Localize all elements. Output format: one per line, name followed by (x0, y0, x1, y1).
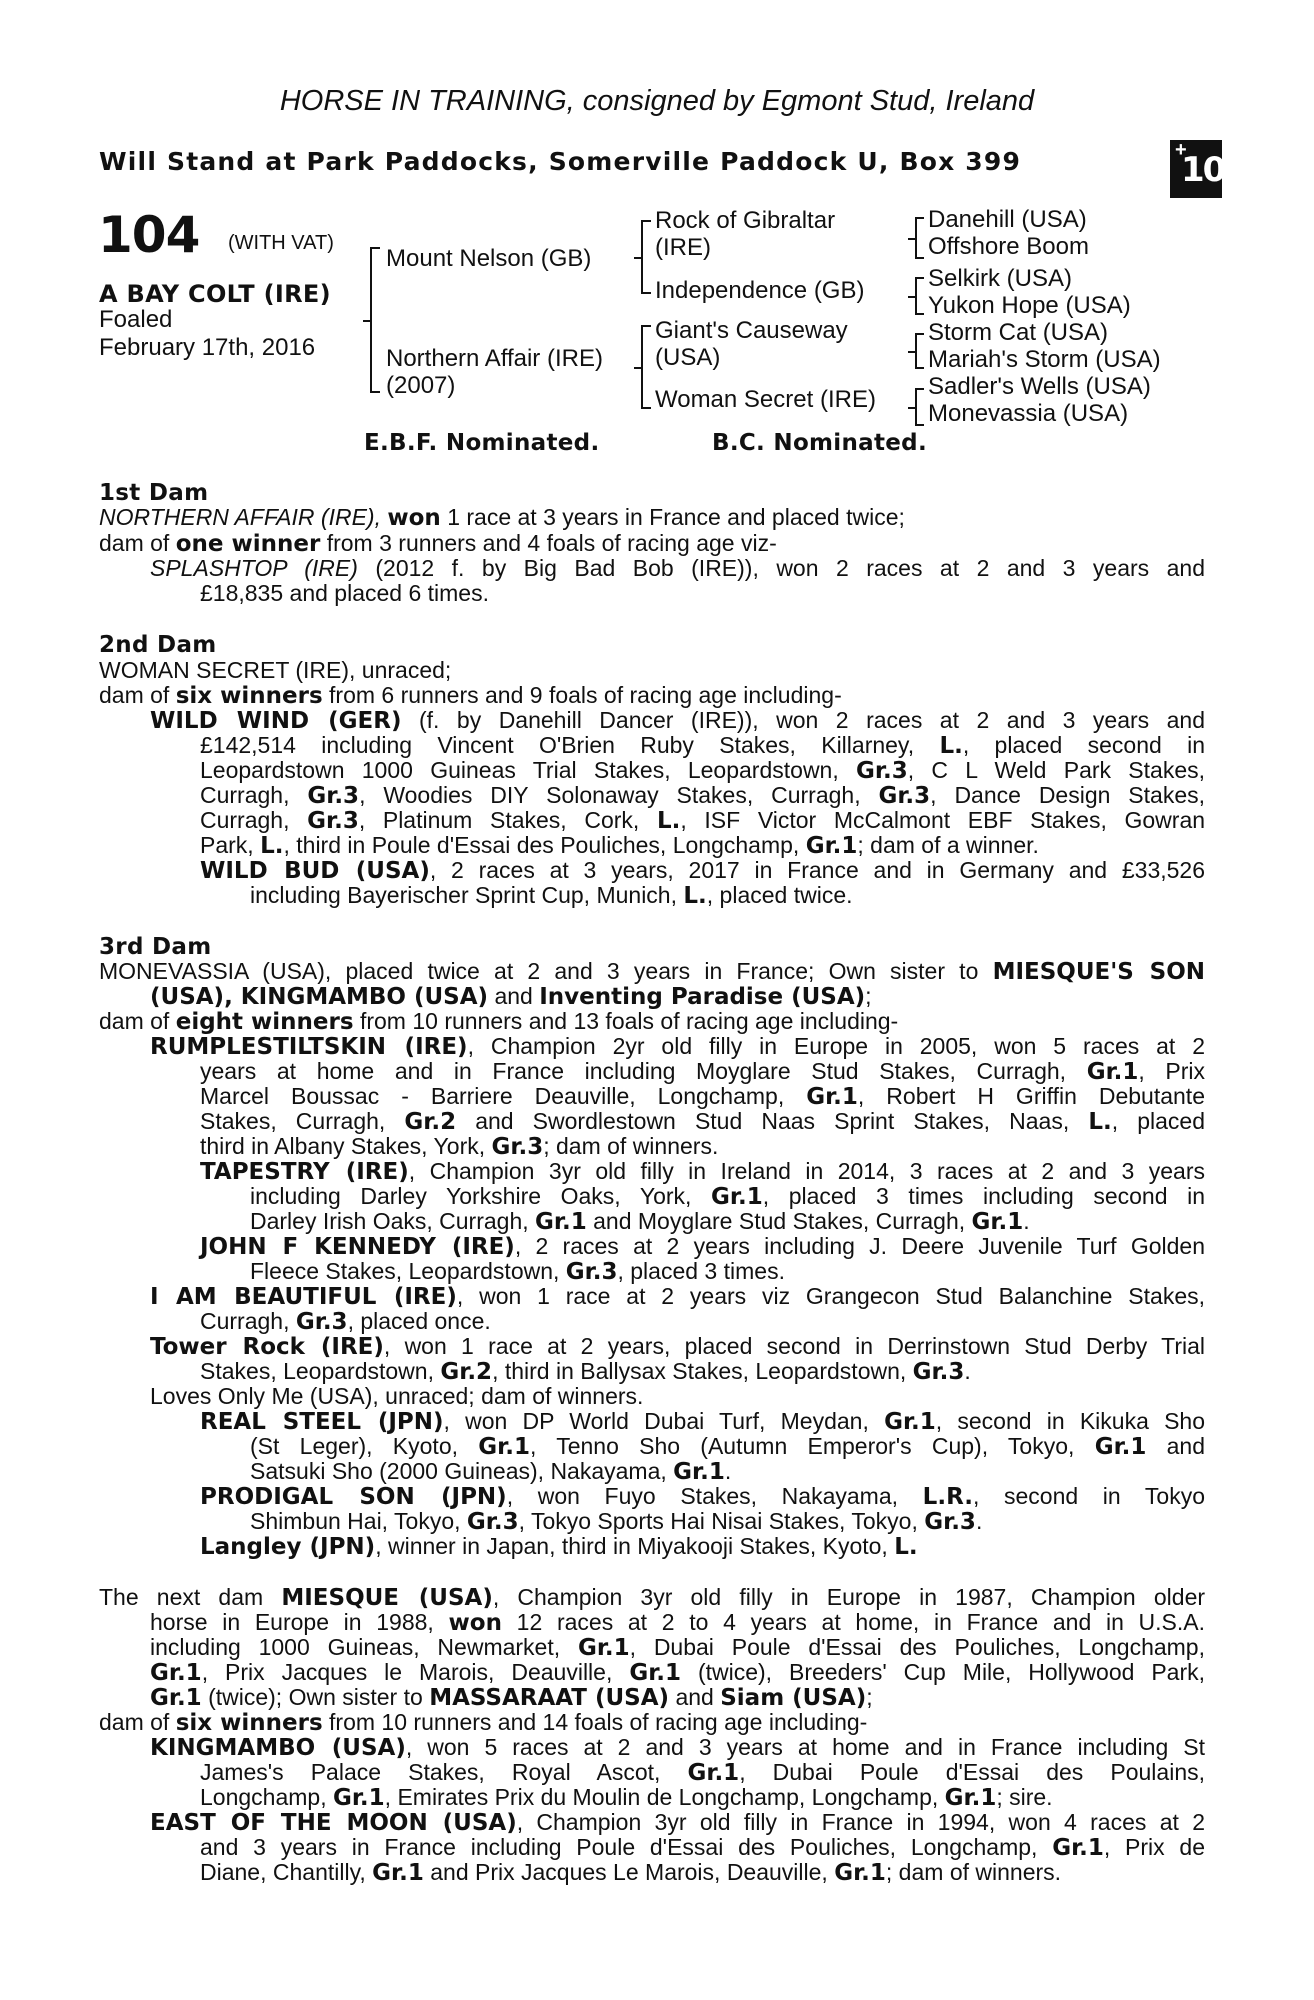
pedigree-g1: Danehill (USA) (928, 206, 1087, 233)
pedigree-g5: Storm Cat (USA) (928, 319, 1109, 346)
wild-bud-line1: WILD BUD (USA), 2 races at 3 years, 2017 in France and in Germany and £33,526 (200, 857, 1206, 884)
splashtop-line1: SPLASHTOP (IRE) (2012 f. by Big Bad Bob (IRE)), won 2 races at 2 and 3 years and (150, 555, 1206, 581)
lot-number: 104 (98, 206, 200, 264)
first-dam-heading: 1st Dam (99, 480, 209, 506)
rumplestiltskin-line1: RUMPLESTILTSKIN (IRE), Champion 2yr old filly in Europe in 2005, won 5 races at 2 (150, 1033, 1205, 1060)
brace-g2 (915, 277, 924, 315)
lot-vat: (WITH VAT) (228, 232, 334, 254)
real-steel-line2: (St Leger), Kyoto, Gr.1, Tenno Sho (Autumn Emperor's Cup), Tokyo, Gr.1 and (250, 1433, 1206, 1460)
wild-bud-line2: including Bayerischer Sprint Cup, Munich, L., placed twice. (250, 882, 853, 909)
pedigree-dam-line1: Northern Affair (IRE) (386, 345, 603, 372)
third-dam-line3: dam of eight winners from 10 runners and 13 foals of racing age including- (99, 1008, 899, 1035)
pedigree-g2: Offshore Boom (928, 233, 1089, 260)
next-dam-line6: dam of six winners from 10 runners and 14 foals of racing age including- (99, 1709, 868, 1736)
pedigree-dam-sire-line1: Giant's Causeway (655, 317, 848, 344)
loves-only-me-line: Loves Only Me (USA), unraced; dam of winners. (150, 1383, 644, 1409)
second-dam-line1: WOMAN SECRET (IRE), unraced; (99, 657, 452, 683)
next-dam-line1: The next dam MIESQUE (USA), Champion 3yr old filly in Europe in 1987, Champion older (99, 1584, 1206, 1611)
pedigree-dam-line2: (2007) (386, 372, 456, 399)
i-am-beautiful-line2: Curragh, Gr.3, placed once. (200, 1308, 491, 1335)
next-dam-line5: Gr.1 (twice); Own sister to MASSARAAT (USA) and Siam (USA); (150, 1684, 873, 1711)
prodigal-son-line1: PRODIGAL SON (JPN), won Fuyo Stakes, Nakayama, L.R., second in Tokyo (200, 1483, 1206, 1510)
prodigal-son-line2: Shimbun Hai, Tokyo, Gr.3, Tokyo Sports Hai Nisai Stakes, Tokyo, Gr.3. (250, 1508, 983, 1535)
wild-wind-line3: Leopardstown 1000 Guineas Trial Stakes, Leopardstown, Gr.3, C L Weld Park Stakes, (200, 757, 1206, 784)
langley-line1: Langley (JPN), winner in Japan, third in Miyakooji Stakes, Kyoto, L. (200, 1533, 918, 1560)
kingmambo-line3: Longchamp, Gr.1, Emirates Prix du Moulin de Longchamp, Longchamp, Gr.1; sire. (200, 1784, 1053, 1811)
brace-grand-1 (641, 220, 651, 294)
third-dam-line2: (USA), KINGMAMBO (USA) and Inventing Paradise (USA); (150, 983, 872, 1010)
splashtop-line2: £18,835 and placed 6 times. (200, 580, 489, 606)
pedigree-sire-sire-line2: (IRE) (655, 234, 711, 261)
tower-rock-line1: Tower Rock (IRE), won 1 race at 2 years, placed second in Derrinstown Stud Derby Trial (150, 1333, 1205, 1360)
wild-wind-line2: £142,514 including Vincent O'Brien Ruby Stakes, Killarney, L., placed second in (200, 732, 1205, 759)
east-of-the-moon-line2: and 3 years in France including Poule d'Essai des Pouliches, Longchamp, Gr.1, Prix de (200, 1834, 1206, 1861)
tapestry-line2: including Darley Yorkshire Oaks, York, Gr.1, placed 3 times including second in (250, 1183, 1205, 1210)
east-of-the-moon-line1: EAST OF THE MOON (USA), Champion 3yr old filly in France in 1994, won 4 races at 2 (150, 1809, 1205, 1836)
tapestry-line3: Darley Irish Oaks, Curragh, Gr.1 and Moyglare Stud Stakes, Curragh, Gr.1. (250, 1208, 1030, 1235)
east-of-the-moon-line3: Diane, Chantilly, Gr.1 and Prix Jacques Le Marois, Deauville, Gr.1; dam of winners. (200, 1859, 1062, 1886)
sale-badge (1170, 139, 1225, 198)
pedigree-sire-dam: Independence (GB) (655, 277, 865, 304)
badge-number: 10 (1181, 150, 1225, 190)
pedigree-dam-sire-line2: (USA) (655, 344, 721, 371)
pedigree-sire-sire-line1: Rock of Gibraltar (655, 207, 836, 234)
brace-g1 (915, 217, 924, 259)
tapestry-line1: TAPESTRY (IRE), Champion 3yr old filly in Ireland in 2014, 3 races at 2 and 3 years (200, 1158, 1205, 1185)
bc-nominated: B.C. Nominated. (712, 430, 927, 456)
pedigree-g4: Yukon Hope (USA) (928, 292, 1131, 319)
john-f-kennedy-line1: JOHN F KENNEDY (IRE), 2 races at 2 years including J. Deere Juvenile Turf Golden (200, 1233, 1205, 1260)
first-dam-line1: NORTHERN AFFAIR (IRE), won 1 race at 3 years in France and placed twice; (99, 504, 905, 531)
wild-wind-line5: Curragh, Gr.3, Platinum Stakes, Cork, L., ISF Victor McCalmont EBF Stakes, Gowran (200, 807, 1206, 834)
first-dam-line2: dam of one winner from 3 runners and 4 foals of racing age viz- (99, 530, 777, 557)
i-am-beautiful-line1: I AM BEAUTIFUL (IRE), won 1 race at 2 years viz Grangecon Stud Balanchine Stakes, (150, 1283, 1205, 1310)
wild-wind-line6: Park, L., third in Poule d'Essai des Pouliches, Longchamp, Gr.1; dam of a winner. (200, 832, 1039, 859)
next-dam-line4: Gr.1, Prix Jacques le Marois, Deauville, Gr.1 (twice), Breeders' Cup Mile, Hollywood Park, (150, 1659, 1206, 1686)
brace-g4 (915, 388, 924, 426)
foaled-label: Foaled (99, 306, 173, 333)
kingmambo-line1: KINGMAMBO (USA), won 5 races at 2 and 3 years at home and in France including St (150, 1734, 1205, 1761)
brace-g3 (915, 333, 924, 369)
next-dam-line3: including 1000 Guineas, Newmarket, Gr.1, Dubai Poule d'Essai des Pouliches, Longchamp, (150, 1634, 1205, 1661)
rumplestiltskin-line5: third in Albany Stakes, York, Gr.3; dam of winners. (200, 1133, 719, 1160)
brace-sire-dam (370, 247, 380, 393)
pedigree-sire: Mount Nelson (GB) (386, 245, 592, 272)
third-dam-line1: MONEVASSIA (USA), placed twice at 2 and 3 years in France; Own sister to MIESQUE'S SON (99, 958, 1205, 985)
third-dam-heading: 3rd Dam (99, 934, 212, 960)
rumplestiltskin-line2: years at home and in France including Moyglare Stud Stakes, Curragh, Gr.1, Prix (200, 1058, 1206, 1085)
second-dam-heading: 2nd Dam (99, 632, 217, 658)
real-steel-line3: Satsuki Sho (2000 Guineas), Nakayama, Gr.1. (250, 1458, 732, 1485)
pedigree-dam-dam: Woman Secret (IRE) (655, 386, 876, 413)
pedigree-g3: Selkirk (USA) (928, 265, 1073, 292)
next-dam-line2: horse in Europe in 1988, won 12 races at 2 to 4 years at home, in France and in U.S.A. (150, 1609, 1206, 1636)
wild-wind-line4: Curragh, Gr.3, Woodies DIY Solonaway Stakes, Curragh, Gr.3, Dance Design Stakes, (200, 782, 1206, 809)
pedigree-g7: Sadler's Wells (USA) (928, 373, 1151, 400)
badge-plus-icon: + (1175, 139, 1187, 161)
john-f-kennedy-line2: Fleece Stakes, Leopardstown, Gr.3, placed 3 times. (250, 1258, 785, 1285)
brace-grand-2 (641, 325, 651, 409)
rumplestiltskin-line4: Stakes, Curragh, Gr.2 and Swordlestown Stud Naas Sprint Stakes, Naas, L., placed (200, 1108, 1206, 1135)
page-header-title: HORSE IN TRAINING, consigned by Egmont Stud, Ireland (279, 85, 1035, 117)
lot-description: A BAY COLT (IRE) (99, 280, 331, 308)
real-steel-line1: REAL STEEL (JPN), won DP World Dubai Turf, Meydan, Gr.1, second in Kikuka Sho (200, 1408, 1205, 1435)
stand-location: Will Stand at Park Paddocks, Somerville Paddock U, Box 399 (99, 147, 1022, 176)
second-dam-line2: dam of six winners from 6 runners and 9 foals of racing age including- (99, 682, 842, 709)
pedigree-g6: Mariah's Storm (USA) (928, 346, 1161, 373)
kingmambo-line2: James's Palace Stakes, Royal Ascot, Gr.1, Dubai Poule d'Essai des Poulains, (200, 1759, 1206, 1786)
rumplestiltskin-line3: Marcel Boussac - Barriere Deauville, Longchamp, Gr.1, Robert H Griffin Debutante (200, 1083, 1205, 1110)
foaled-date: February 17th, 2016 (99, 334, 316, 361)
ebf-nominated: E.B.F. Nominated. (364, 430, 600, 456)
pedigree-g8: Monevassia (USA) (928, 400, 1129, 427)
tower-rock-line2: Stakes, Leopardstown, Gr.2, third in Ballysax Stakes, Leopardstown, Gr.3. (200, 1358, 971, 1385)
wild-wind-line1: WILD WIND (GER) (f. by Danehill Dancer (IRE)), won 2 races at 2 and 3 years and (150, 707, 1206, 734)
